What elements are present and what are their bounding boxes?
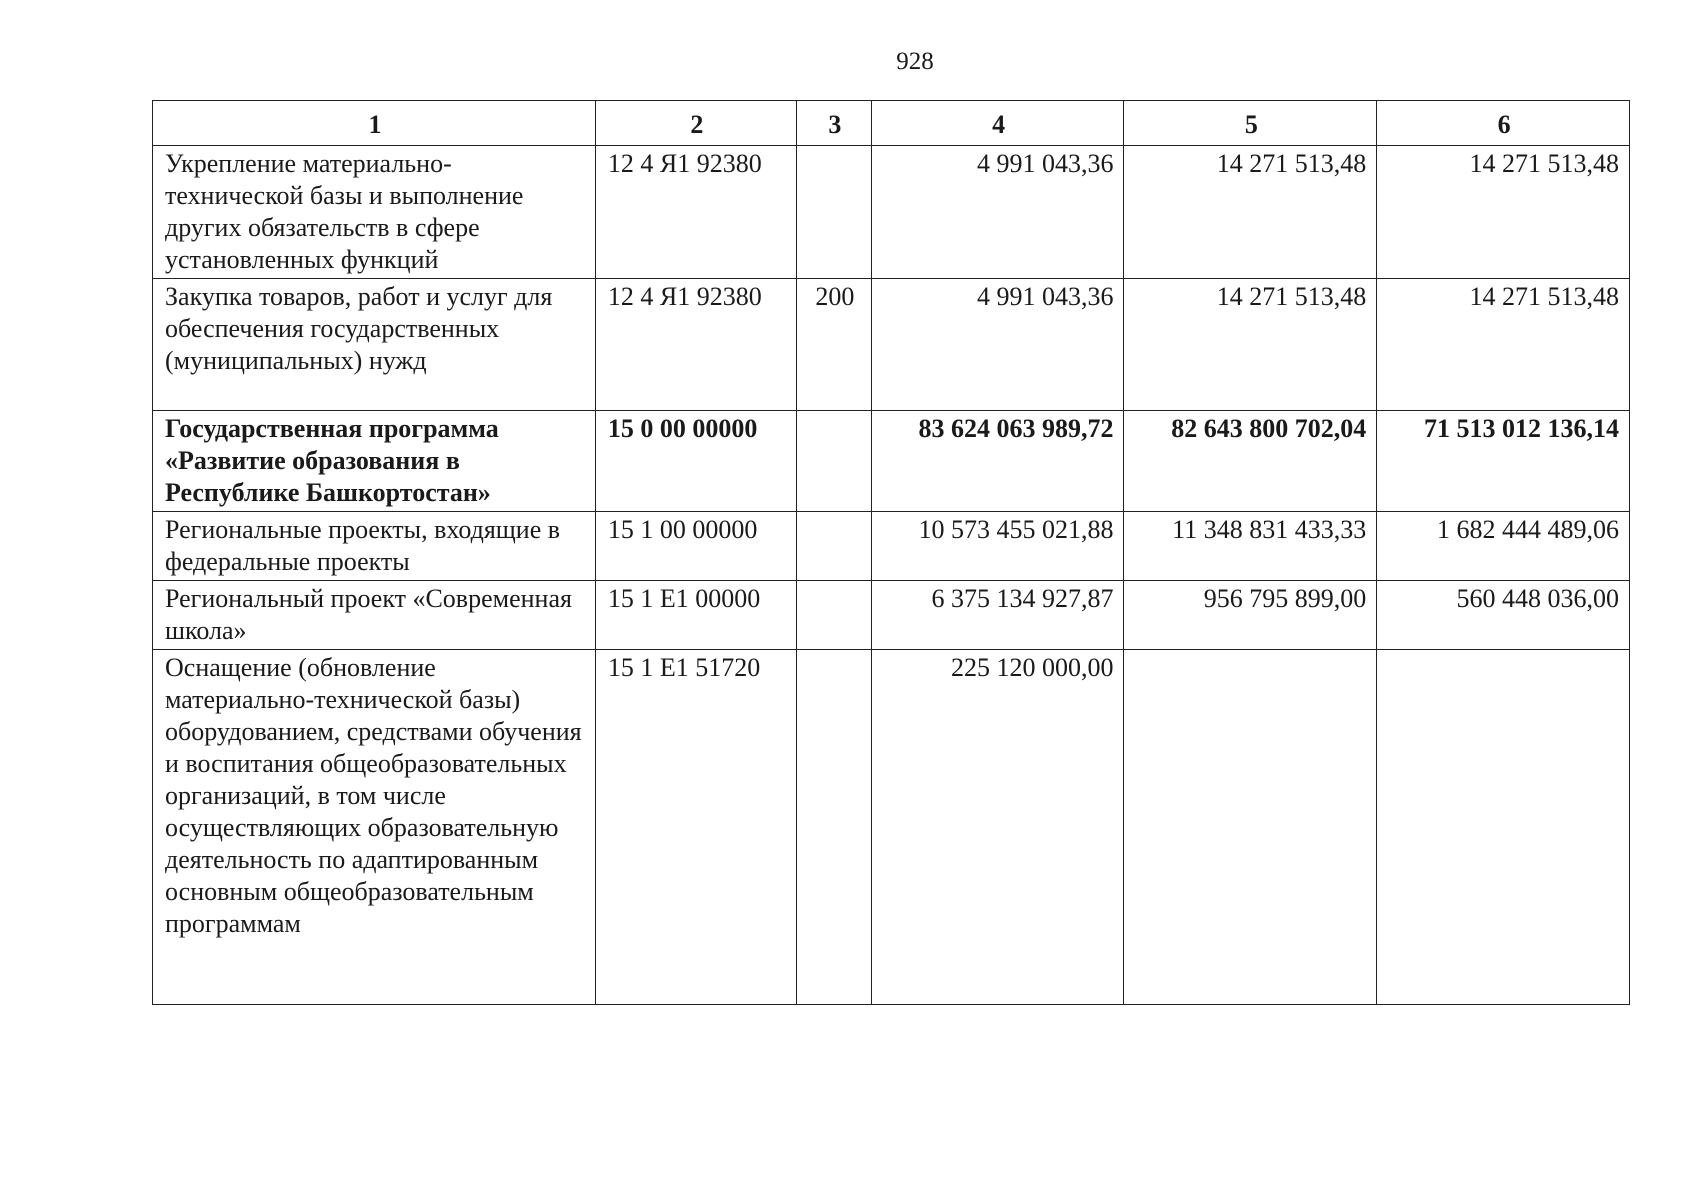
row-value-4: 225 120 000,00 bbox=[871, 650, 1124, 1005]
row-code: 12 4 Я1 92380 bbox=[595, 146, 796, 279]
row-code: 12 4 Я1 92380 bbox=[595, 279, 796, 411]
row-value-6: 1 682 444 489,06 bbox=[1377, 512, 1630, 581]
row-expense-type bbox=[796, 512, 871, 581]
row-value-4: 4 991 043,36 bbox=[871, 146, 1124, 279]
row-value-6: 560 448 036,00 bbox=[1377, 581, 1630, 650]
row-value-5: 956 795 899,00 bbox=[1124, 581, 1377, 650]
row-value-6: 14 271 513,48 bbox=[1377, 279, 1630, 411]
column-header: 3 bbox=[796, 101, 871, 146]
table-row bbox=[153, 512, 1630, 581]
row-code: 15 1 E1 51720 bbox=[595, 650, 796, 1005]
row-expense-type bbox=[796, 650, 871, 1005]
table-row bbox=[153, 411, 1630, 512]
row-value-5: 82 643 800 702,04 bbox=[1124, 411, 1377, 512]
row-value-6 bbox=[1377, 650, 1630, 1005]
row-value-5 bbox=[1124, 650, 1377, 1005]
row-name: Укрепление материально-технической базы и выполнение других обязательств в сфере установленных функций bbox=[153, 146, 596, 279]
row-value-5: 14 271 513,48 bbox=[1124, 279, 1377, 411]
budget-table bbox=[152, 100, 1630, 1005]
row-code: 15 1 00 00000 bbox=[595, 512, 796, 581]
column-header: 2 bbox=[595, 101, 796, 146]
row-value-4: 4 991 043,36 bbox=[871, 279, 1124, 411]
page-number: 928 bbox=[896, 48, 934, 75]
row-value-4: 10 573 455 021,88 bbox=[871, 512, 1124, 581]
table-row bbox=[153, 581, 1630, 650]
column-header: 5 bbox=[1124, 101, 1377, 146]
row-code: 15 0 00 00000 bbox=[595, 411, 796, 512]
row-name: Региональные проекты, входящие в федеральные проекты bbox=[153, 512, 596, 581]
row-value-6: 71 513 012 136,14 bbox=[1377, 411, 1630, 512]
row-value-5: 11 348 831 433,33 bbox=[1124, 512, 1377, 581]
table-header-row bbox=[153, 101, 1630, 146]
row-expense-type: 200 bbox=[796, 279, 871, 411]
row-expense-type bbox=[796, 146, 871, 279]
table-row bbox=[153, 279, 1630, 411]
row-name: Региональный проект «Современная школа» bbox=[153, 581, 596, 650]
column-header: 6 bbox=[1377, 101, 1630, 146]
row-value-4: 83 624 063 989,72 bbox=[871, 411, 1124, 512]
row-name: Оснащение (обновление материально-технической базы) оборудованием, средствами обучения и воспитания общеобразовательных организаций, в том числе осуществляющих образовательную деятельность по адаптированным основным общеобразовательным программам bbox=[153, 650, 596, 1005]
row-expense-type bbox=[796, 581, 871, 650]
row-name: Закупка товаров, работ и услуг для обеспечения государственных (муниципальных) нужд bbox=[153, 279, 596, 411]
row-expense-type bbox=[796, 411, 871, 512]
column-header: 4 bbox=[871, 101, 1124, 146]
row-value-5: 14 271 513,48 bbox=[1124, 146, 1377, 279]
table-row bbox=[153, 146, 1630, 279]
column-header: 1 bbox=[153, 101, 596, 146]
row-value-6: 14 271 513,48 bbox=[1377, 146, 1630, 279]
table-row bbox=[153, 650, 1630, 1005]
row-code: 15 1 E1 00000 bbox=[595, 581, 796, 650]
row-value-4: 6 375 134 927,87 bbox=[871, 581, 1124, 650]
row-name: Государственная программа «Развитие образования в Республике Башкортостан» bbox=[153, 411, 596, 512]
